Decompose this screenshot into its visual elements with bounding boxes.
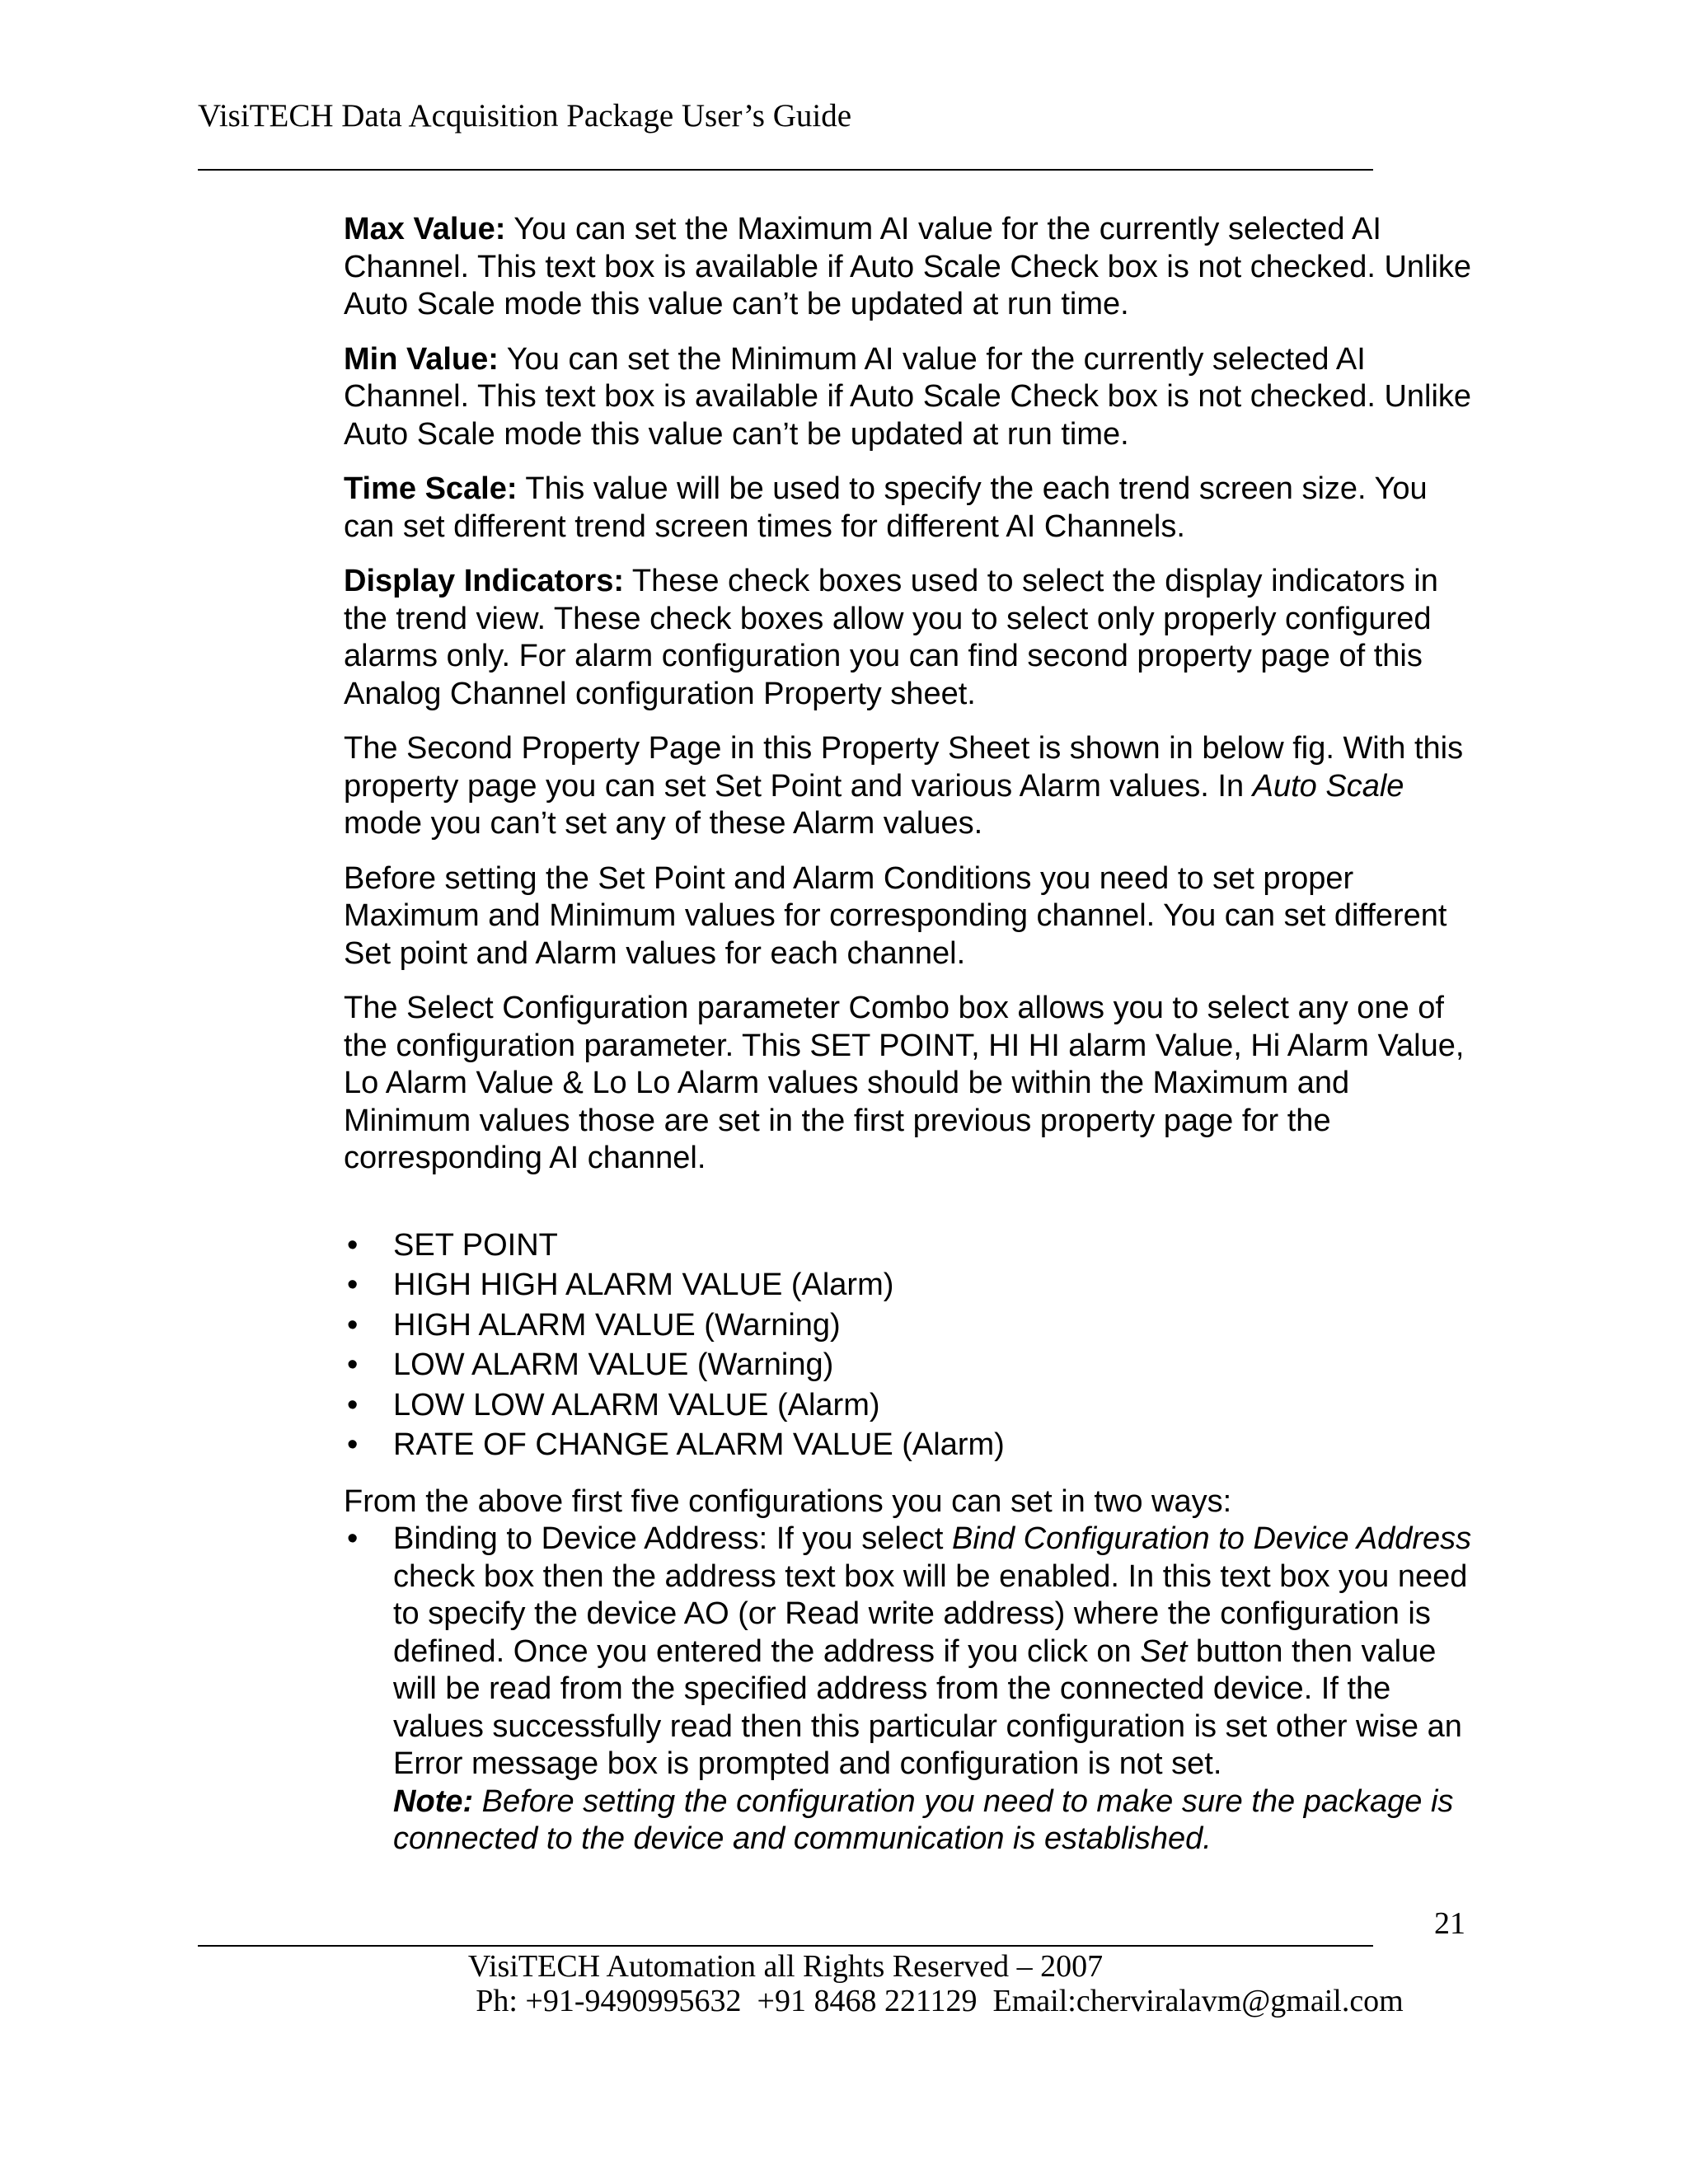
second-page-text-a: The Second Property Page in this Property Sheet is shown in below fig. With this property page you can set Set Point and various Alarm values. In — [344, 731, 1464, 804]
max-value-text: You can set the Maximum AI value for the currently selected AI Channel. This text box is available if Auto Scale Check box is not checked. Unlike Auto Scale mode this value can’t be updated at run time. — [344, 212, 1472, 321]
header-divider — [198, 169, 1373, 171]
time-scale-text: This value will be used to specify the each trend screen size. You can set different trend screen times for different AI Channels. — [344, 471, 1428, 544]
binding-italic-a: Bind Configuration to Device Address — [952, 1521, 1472, 1556]
select-config-paragraph: The Select Configuration parameter Combo box allows you to select any one of the configuration parameter. This SET POINT, HI HI alarm Value, Hi Alarm Value, Lo Alarm Value & Lo Lo Alarm values should be within the Maximum and Minimum values those are set in the first previous property page for the corresponding AI channel. — [344, 991, 1465, 1175]
page-number: 21 — [1434, 1906, 1465, 1941]
before-setting-paragraph: Before setting the Set Point and Alarm Conditions you need to set proper Maximum and Minimum values for corresponding channel. You can set different Set point and Alarm values for each channel. — [344, 860, 1447, 971]
footer-contact: Ph: +91-9490995632 +91 8468 221129 Email:cherviralavm@gmail.com — [476, 1984, 1404, 2018]
min-value-text: You can set the Minimum AI value for the currently selected AI Channel. This text box is available if Auto Scale Check box is not checked. Unlike Auto Scale mode this value can’t be updated at run time. — [344, 341, 1472, 452]
note-text: Before setting the configuration you need to make sure the package is connected to the device and communication is established. — [393, 1783, 1454, 1856]
second-page-text-b: mode you can’t set any of these Alarm values. — [344, 806, 983, 841]
display-indicators-paragraph — [344, 563, 1481, 713]
max-value-paragraph — [344, 211, 1481, 324]
time-scale-label: Time Scale: — [344, 471, 518, 506]
binding-text-c: button then value will be read from the specified address from the connected device. If the values successfully read then this particular configuration is set other wise an Error message box is prompted and configuration is not set. — [393, 1633, 1462, 1781]
list-item: • LOW ALARM VALUE (Warning) — [344, 1345, 1481, 1385]
list-item: • HIGH HIGH ALARM VALUE (Alarm) — [344, 1265, 1481, 1305]
binding-text-a: Binding to Device Address: If you select — [393, 1521, 953, 1556]
note-label: Note: — [393, 1783, 474, 1819]
second-page-paragraph — [344, 730, 1481, 843]
footer-divider — [198, 1945, 1373, 1947]
page-content — [344, 211, 1481, 1858]
ways-list — [344, 1521, 1481, 1858]
binding-note — [393, 1784, 1453, 1857]
list-item: • SET POINT — [344, 1226, 1481, 1266]
display-indicators-text: These check boxes used to select the display indicators in the trend view. These check boxes allow you to select only properly configured alarms only. For alarm configuration you can find second property page of this Analog Channel configuration Property sheet. — [344, 564, 1438, 711]
footer-copyright: VisiTECH Automation all Rights Reserved – 2007 — [467, 1949, 1104, 1984]
list-item: • LOW LOW ALARM VALUE (Alarm) — [344, 1385, 1481, 1426]
ways-intro: From the above first five configurations you can set in two ways: — [344, 1483, 1232, 1519]
min-value-label: Min Value: — [344, 341, 499, 377]
max-value-label: Max Value: — [344, 212, 506, 246]
binding-text-b: check box then the address text box will be enabled. In this text box you need to specify the device AO (or Read write address) where the configuration is defined. Once you entered the address if you click on — [393, 1558, 1468, 1669]
binding-list-item — [344, 1521, 1481, 1858]
list-item: • RATE OF CHANGE ALARM VALUE (Alarm) — [344, 1425, 1481, 1465]
second-page-italic: Auto Scale — [1252, 768, 1404, 804]
min-value-paragraph — [344, 341, 1481, 454]
display-indicators-label: Display Indicators: — [344, 564, 624, 598]
header-title: VisiTECH Data Acquisition Package User’s Guide — [198, 98, 852, 134]
time-scale-paragraph — [344, 471, 1481, 546]
list-item: • HIGH ALARM VALUE (Warning) — [344, 1305, 1481, 1346]
config-parameter-list — [344, 1226, 1481, 1465]
binding-italic-b: Set — [1140, 1633, 1188, 1669]
